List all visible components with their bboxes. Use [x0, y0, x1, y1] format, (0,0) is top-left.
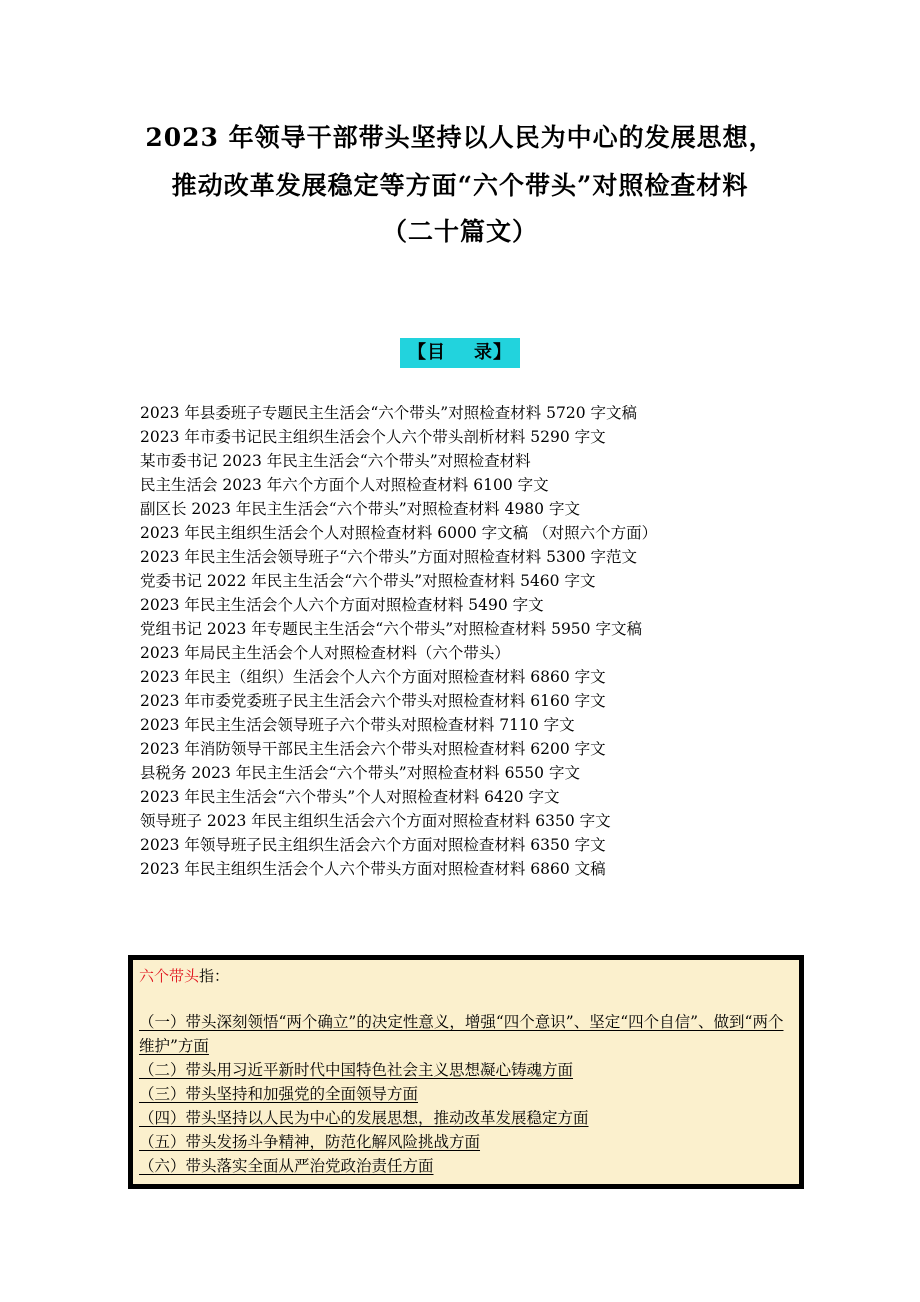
document-title-line-3: （二十篇文） — [381, 217, 538, 246]
toc-item[interactable]: 2023 年县委班子专题民主生活会“六个带头”对照检查材料 5720 字文稿 — [140, 404, 638, 422]
toc-heading-right: 录】 — [474, 342, 512, 363]
note-box-item[interactable]: （五）带头发扬斗争精神，防范化解风险挑战方面 — [139, 1133, 481, 1151]
toc-item[interactable]: 2023 年民主生活会领导班子六个带头对照检查材料 7110 字文 — [140, 716, 575, 734]
toc-item[interactable]: 县税务 2023 年民主生活会“六个带头”对照检查材料 6550 字文 — [140, 764, 580, 782]
six-leads-note-box — [128, 955, 804, 1189]
toc-item[interactable]: 2023 年民主组织生活会个人对照检查材料 6000 字文稿 （对照六个方面） — [140, 524, 658, 542]
toc-item[interactable]: 2023 年民主生活会个人六个方面对照检查材料 5490 字文 — [140, 596, 544, 614]
toc-item[interactable]: 副区长 2023 年民主生活会“六个带头”对照检查材料 4980 字文 — [140, 500, 580, 518]
toc-item[interactable]: 2023 年市委书记民主组织生活会个人六个带头剖析材料 5290 字文 — [140, 428, 606, 446]
note-box-item[interactable]: （四）带头坚持以人民为中心的发展思想，推动改革发展稳定方面 — [139, 1109, 589, 1127]
note-box-spacer — [139, 988, 793, 1010]
toc-item[interactable]: 2023 年民主（组织）生活会个人六个方面对照检查材料 6860 字文 — [140, 668, 606, 686]
toc-item[interactable]: 2023 年民主生活会“六个带头”个人对照检查材料 6420 字文 — [140, 788, 560, 806]
toc-heading — [400, 338, 520, 368]
note-box-heading — [139, 964, 793, 988]
toc-item[interactable]: 2023 年市委党委班子民主生活会六个带头对照检查材料 6160 字文 — [140, 692, 606, 710]
toc-item[interactable]: 党委书记 2022 年民主生活会“六个带头”对照检查材料 5460 字文 — [140, 572, 596, 590]
note-box-item[interactable]: （一）带头深刻领悟“两个确立”的决定性意义，增强“四个意识”、坚定“四个自信”、做到“两个维护”方面 — [139, 1013, 784, 1055]
note-box-heading-highlight: 六个带头 — [139, 967, 200, 985]
toc-item[interactable]: 领导班子 2023 年民主组织生活会六个方面对照检查材料 6350 字文 — [140, 812, 611, 830]
document-title-line-1: 2023 年领导干部带头坚持以人民为中心的发展思想， — [145, 123, 775, 152]
toc-item[interactable]: 2023 年民主生活会领导班子“六个带头”方面对照检查材料 5300 字范文 — [140, 548, 638, 566]
toc-item[interactable]: 党组书记 2023 年专题民主生活会“六个带头”对照检查材料 5950 字文稿 — [140, 620, 642, 638]
toc-item[interactable]: 2023 年民主组织生活会个人六个带头方面对照检查材料 6860 文稿 — [140, 860, 606, 878]
note-box-item[interactable]: （六）带头落实全面从严治党政治责任方面 — [139, 1157, 434, 1175]
note-box-list — [139, 1010, 793, 1178]
note-box-item[interactable]: （三）带头坚持和加强党的全面领导方面 — [139, 1085, 419, 1103]
toc-list — [140, 401, 840, 881]
toc-item[interactable]: 2023 年消防领导干部民主生活会六个带头对照检查材料 6200 字文 — [140, 740, 606, 758]
toc-heading-left: 【目 — [408, 342, 446, 363]
toc-item[interactable]: 2023 年领导班子民主组织生活会六个方面对照检查材料 6350 字文 — [140, 836, 606, 854]
toc-item[interactable]: 某市委书记 2023 年民主生活会“六个带头”对照检查材料 — [140, 452, 531, 470]
toc-item[interactable]: 2023 年局民主生活会个人对照检查材料（六个带头） — [140, 644, 510, 662]
document-title-line-2: 推动改革发展稳定等方面“六个带头”对照检查材料 — [171, 171, 749, 200]
note-box-item[interactable]: （二）带头用习近平新时代中国特色社会主义思想凝心铸魂方面 — [139, 1061, 574, 1079]
toc-item[interactable]: 民主生活会 2023 年六个方面个人对照检查材料 6100 字文 — [140, 476, 549, 494]
note-box-heading-rest: 指： — [199, 967, 230, 985]
